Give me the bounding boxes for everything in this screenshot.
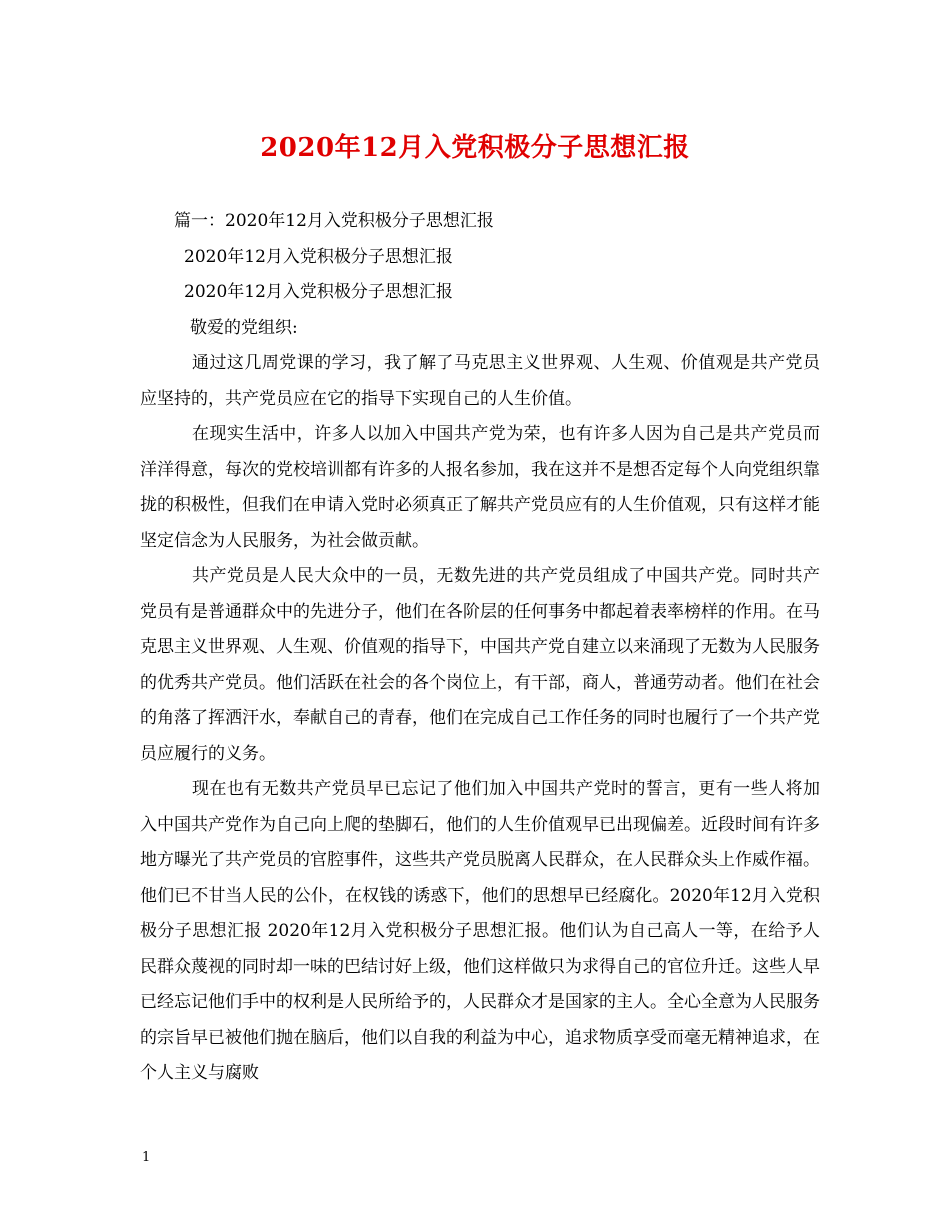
paragraph-2: 在现实生活中，许多人以加入中国共产党为荣，也有许多人因为自己是共产党员而洋洋得意，每次的党校培训都有许多的人报名参加，我在这并不是想否定每个人向党组织靠拢的积极性，但我们在申请入党时必须真正了解共产党员应有的人生价值观，只有这样才能坚定信念为人民服务，为社会做贡献。 bbox=[140, 424, 820, 551]
heading-line-3: 2020年12月入党积极分子思想汇报 bbox=[184, 282, 453, 302]
document-title: 2020年12月入党积极分子思想汇报 bbox=[260, 133, 690, 163]
paragraph-1: 通过这几周党课的学习，我了解了马克思主义世界观、人生观、价值观是共产党员应坚持的，共产党员应在它的指导下实现自己的人生价值。 bbox=[140, 353, 820, 409]
page-number: 1 bbox=[142, 1150, 151, 1165]
heading-line-1: 篇一：2020年12月入党积极分子思想汇报 bbox=[174, 211, 494, 231]
paragraph-3: 共产党员是人民大众中的一员，无数先进的共产党员组成了中国共产党。同时共产党员有是普通群众中的先进分子，他们在各阶层的任何事务中都起着表率榜样的作用。在马克思主义世界观、人生观、价值观的指导下，中国共产党自建立以来涌现了无数为人民服务的优秀共产党员。他们活跃在社会的各个岗位上，有干部，商人，普通劳动者。他们在社会的角落了挥洒汗水，奉献自己的青春，他们在完成自己工作任务的同时也履行了一个共产党员应履行的义务。 bbox=[140, 566, 820, 764]
salutation: 敬爱的党组织: bbox=[190, 317, 298, 338]
document-body bbox=[140, 204, 820, 1092]
paragraph-4: 现在也有无数共产党员早已忘记了他们加入中国共产党时的誓言，更有一些人将加入中国共产党作为自己向上爬的垫脚石，他们的人生价值观早已出现偏差。近段时间有许多地方曝光了共产党员的官腔事件，这些共产党员脱离人民群众，在人民群众头上作威作福。他们已不甘当人民的公仆，在权钱的诱惑下，他们的思想早已经腐化。2020年12月入党积极分子思想汇报 2020年12月入党积极分子思想汇报。他们认为自己高人一等，在给予人民群众蔑视的同时却一味的巴结讨好上级，他们这样做只为求得自己的官位升迁。这些人早已经忘记他们手中的权利是人民所给予的，人民群众才是国家的主人。全心全意为人民服务的宗旨早已被他们抛在脑后，他们以自我的利益为中心，追求物质享受而毫无精神追求，在个人主义与腐败 bbox=[140, 779, 820, 1083]
heading-line-2: 2020年12月入党积极分子思想汇报 bbox=[184, 246, 453, 267]
